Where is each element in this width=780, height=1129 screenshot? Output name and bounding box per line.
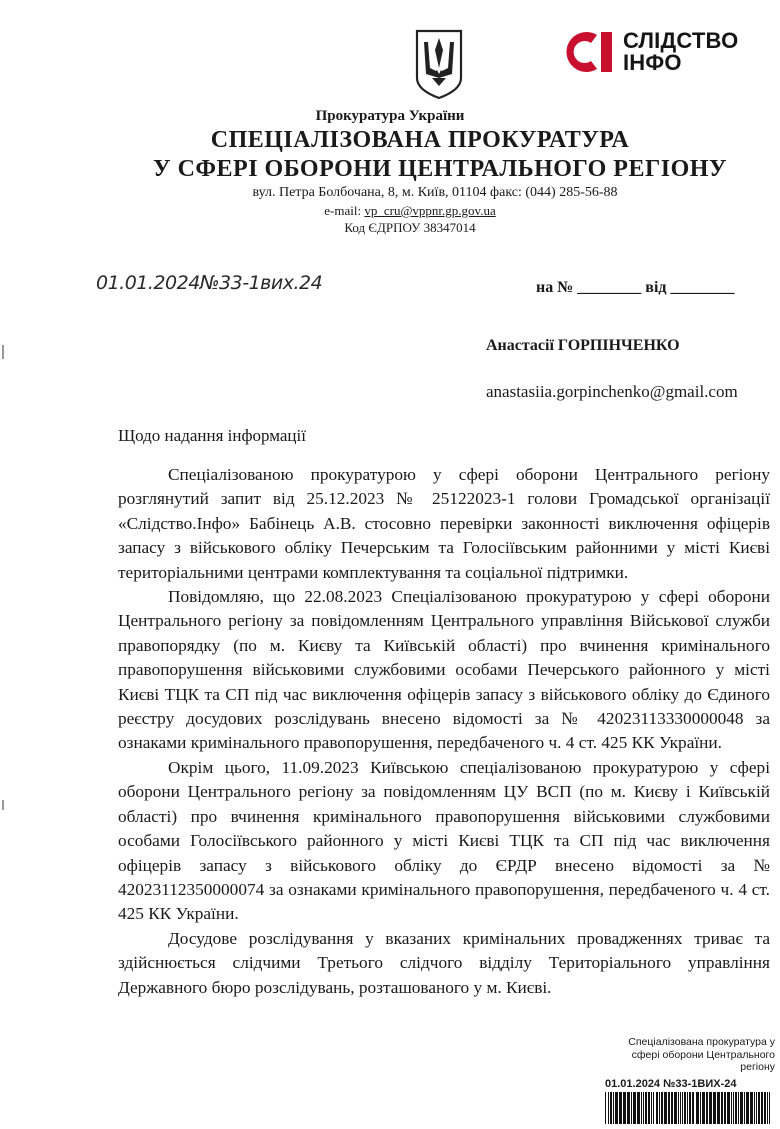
barcode-bar <box>613 1092 614 1124</box>
barcode-bar <box>641 1092 642 1124</box>
barcode-bar <box>645 1092 647 1124</box>
barcode-bar <box>758 1092 760 1124</box>
barcode-bar <box>733 1092 734 1124</box>
barcode-bar <box>659 1092 660 1124</box>
barcode-bar <box>674 1092 677 1124</box>
scan-mark <box>2 345 4 359</box>
barcode-bar <box>668 1092 670 1124</box>
barcode-bar <box>633 1092 636 1124</box>
barcode-bar <box>750 1092 753 1124</box>
barcode-bar <box>671 1092 673 1124</box>
barcode-bar <box>687 1092 688 1124</box>
barcode-bar <box>619 1092 622 1124</box>
paragraph: Повідомляю, що 22.08.2023 Спеціалізованою прокуратурою у сфері оборони Центрального регіону за повідомленням Центрального управління Військової служби правопорядку (по м. Києву та Київській області) про вчинення кримінального правопорушення військовими службовими особами Печерського районного у місті Києві ТЦК та СП під час виключення офіцерів запасу з військового обліку до Єдиного реєстру досудових розслідувань внесено відомості за № 42023113330000048 за ознаками кримінального правопорушення, передбаченого ч. 4 ст. 425 КК України. <box>118 587 770 753</box>
barcode-bar <box>756 1092 757 1124</box>
barcode-bar <box>627 1092 630 1124</box>
barcode-bar <box>717 1092 720 1124</box>
barcode-bar <box>754 1092 755 1124</box>
slidstvo-logo-mark-icon <box>557 29 615 75</box>
barcode-bar <box>653 1092 654 1124</box>
barcode-bar <box>731 1092 732 1124</box>
barcode-bar <box>664 1092 667 1124</box>
barcode-bar <box>682 1092 683 1124</box>
barcode-bar <box>689 1092 691 1124</box>
barcode-bar <box>605 1092 606 1124</box>
barcode-bar <box>709 1092 712 1124</box>
barcode-bar <box>651 1092 652 1124</box>
barcode-bar <box>702 1092 705 1124</box>
barcode-bar <box>764 1092 766 1124</box>
logo-line2: ІНФО <box>623 50 682 75</box>
tryzub-emblem-icon <box>414 28 464 100</box>
org-title-line2: У СФЕРІ ОБОРОНИ ЦЕНТРАЛЬНОГО РЕГІОНУ <box>152 156 728 182</box>
barcode-bar <box>692 1092 694 1124</box>
org-email-link[interactable]: vp_cru@vppnr.gp.gov.ua <box>364 203 496 218</box>
barcode-bar <box>623 1092 626 1124</box>
recipient-name: Анастасії ГОРПІНЧЕНКО <box>486 337 680 354</box>
letter-subject: Щодо надання інформації <box>118 426 306 445</box>
barcode-bar <box>769 1092 770 1124</box>
barcode-bar <box>661 1092 663 1124</box>
email-label: e-mail: <box>324 203 365 218</box>
paragraph: Спеціалізованою прокуратурою у сфері оборони Центрального регіону розглянутий запит від 25.12.2023 № 25122023-1 голови Громадської організації «Слідство.Інфо» Бабінець А.В. стосовно перевірки законності виключення офіцерів запасу з військового обліку Печерським та Голосіївським районними у місті Києві територіальними центрами комплектування та соціальної підтримки. <box>118 465 770 582</box>
barcode-bar <box>746 1092 749 1124</box>
barcode <box>605 1092 773 1124</box>
barcode-bar <box>684 1092 686 1124</box>
handwritten-outgoing-number: 01.01.2024№33-1вих.24 <box>96 272 323 294</box>
barcode-bar <box>744 1092 745 1124</box>
recipient-email: anastasiia.gorpinchenko@gmail.com <box>486 382 738 401</box>
org-title-line1: СПЕЦІАЛІЗОВАНА ПРОКУРАТУРА <box>210 127 630 153</box>
barcode-bar <box>615 1092 618 1124</box>
barcode-bar <box>680 1092 681 1124</box>
barcode-bar <box>740 1092 743 1124</box>
letter-body <box>118 463 770 1000</box>
barcode-bar <box>608 1092 609 1124</box>
barcode-bar <box>721 1092 723 1124</box>
barcode-bar <box>700 1092 701 1124</box>
paragraph: Окрім цього, 11.09.2023 Київською спеціалізованою прокуратурою у сфері оборони Центрального регіону за повідомленням ЦУ ВСП (по м. Києву і Київській області) про вчинення кримінального правопорушення військовими службовими особами Голосіївського районного у місті Києві ТЦК та СП під час виключення офіцерів запасу з військового обліку до ЄРДР внесено відомості за № 42023112350000074 за ознаками кримінального правопорушення, передбаченого ч. 4 ст. 425 КК України. <box>118 757 770 924</box>
barcode-bar <box>735 1092 737 1124</box>
barcode-bar <box>713 1092 716 1124</box>
barcode-bar <box>696 1092 699 1124</box>
barcode-bar <box>724 1092 726 1124</box>
barcode-bar <box>637 1092 640 1124</box>
org-edrpou-code: Код ЄДРПОУ 38347014 <box>344 220 476 235</box>
barcode-bar <box>761 1092 763 1124</box>
slidstvo-info-logo <box>557 28 757 76</box>
barcode-bar <box>656 1092 658 1124</box>
stamp-org: Спеціалізована прокуратура у сфері оборони Центрального регіону <box>628 1036 775 1073</box>
barcode-bar <box>631 1092 632 1124</box>
barcode-bar <box>643 1092 644 1124</box>
org-name-small: Прокуратура України <box>315 108 465 124</box>
barcode-bar <box>767 1092 768 1124</box>
barcode-bar <box>727 1092 730 1124</box>
barcode-bar <box>738 1092 739 1124</box>
stamp-reg-number: 01.01.2024 №33-1ВИХ-24 <box>605 1077 737 1090</box>
barcode-bar <box>610 1092 612 1124</box>
reference-line: на № ________ від ________ <box>536 279 735 296</box>
barcode-bar <box>648 1092 650 1124</box>
barcode-bar <box>678 1092 679 1124</box>
logo-line1: СЛІДСТВО <box>623 28 739 53</box>
paragraph: Досудове розслідування у вказаних кримінальних провадженнях триває та здійснюється слідчими Третього слідчого відділу Територіального управління Державного бюро розслідувань, розташованого у м. Києві. <box>118 928 770 997</box>
org-email-line <box>220 203 600 219</box>
barcode-bar <box>706 1092 708 1124</box>
org-address: вул. Петра Болбочана, 8, м. Київ, 01104 факс: (044) 285-56-88 <box>252 185 618 200</box>
registration-stamp <box>605 1036 775 1124</box>
scan-mark <box>2 800 4 810</box>
